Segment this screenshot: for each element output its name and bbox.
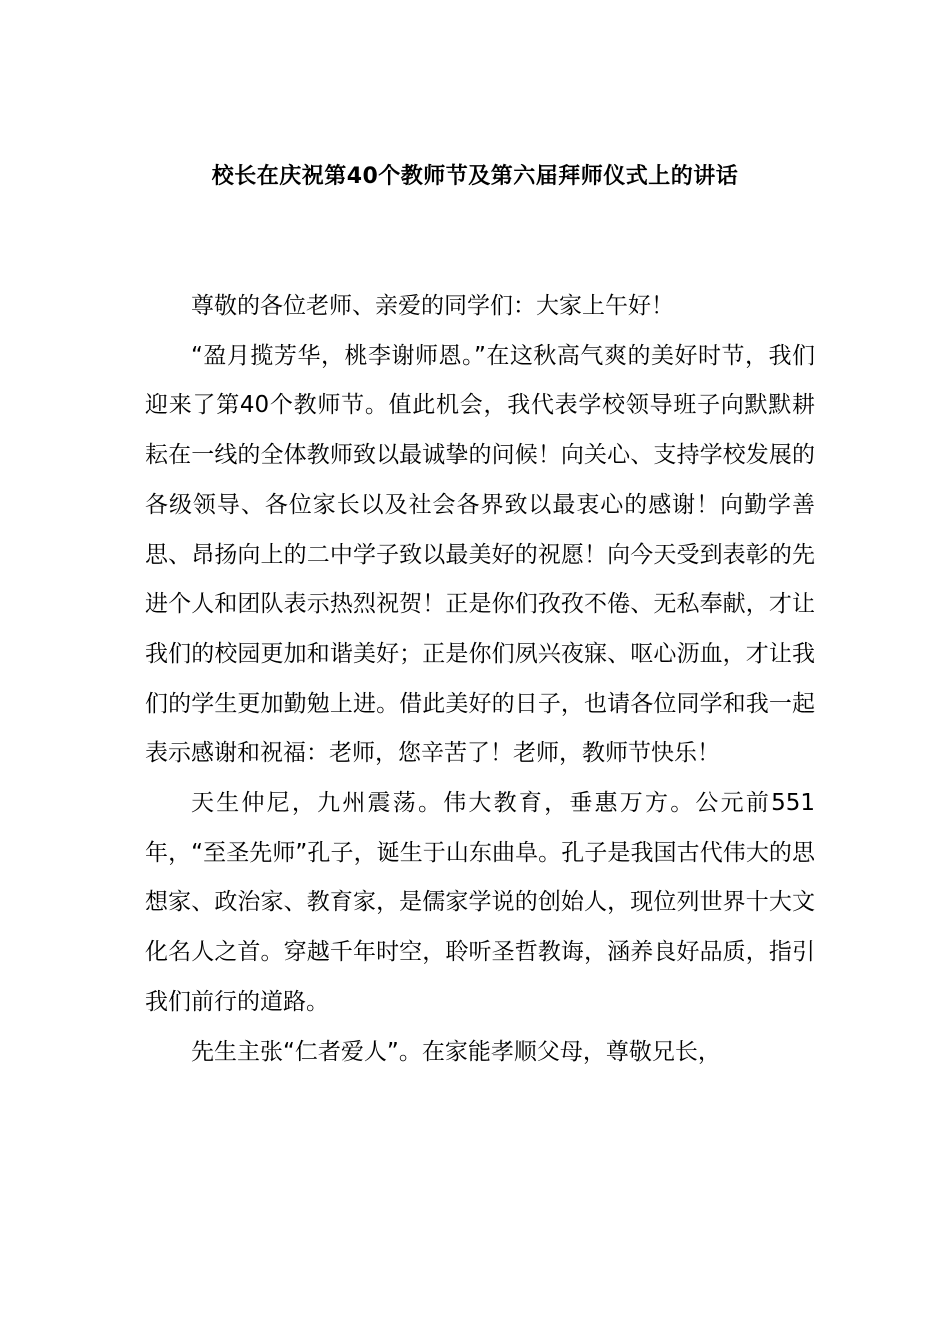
paragraph-greeting: 尊敬的各位老师、亲爱的同学们：大家上午好！ [191, 293, 674, 319]
document-body [145, 282, 815, 1077]
paragraph-opening: “盈月揽芳华，桃李谢师恩。”在这秋高气爽的美好时节，我们迎来了第40个教师节。值此机会，我代表学校领导班子向默默耕耘在一线的全体教师致以最诚挚的问候！向关心、支持学校发展的各级领导、各位家长以及社会各界致以最衷心的感谢！向勤学善思、昂扬向上的二中学子致以最美好的祝愿！向今天受到表彰的先进个人和团队表示热烈祝贺！正是你们孜孜不倦、无私奉献，才让我们的校园更加和谐美好；正是你们夙兴夜寐、呕心沥血，才让我们的学生更加勤勉上进。借此美好的日子，也请各位同学和我一起表示感谢和祝福：老师，您辛苦了！老师，教师节快乐！ [145, 342, 815, 767]
paragraph-confucius: 天生仲尼，九州震荡。伟大教育，垂惠万方。公元前551年，“至圣先师”孔子，诞生于山东曲阜。孔子是我国古代伟大的思想家、政治家、教育家，是儒家学说的创始人，现位列世界十大文化名人之首。穿越千年时空，聆听圣哲教诲，涵养良好品质，指引我们前行的道路。 [145, 790, 815, 1015]
paragraph-benevolence: 先生主张“仁者爱人”。在家能孝顺父母，尊敬兄长， [191, 1038, 721, 1065]
document-title: 校长在庆祝第40个教师节及第六届拜师仪式上的讲话 [211, 164, 739, 189]
